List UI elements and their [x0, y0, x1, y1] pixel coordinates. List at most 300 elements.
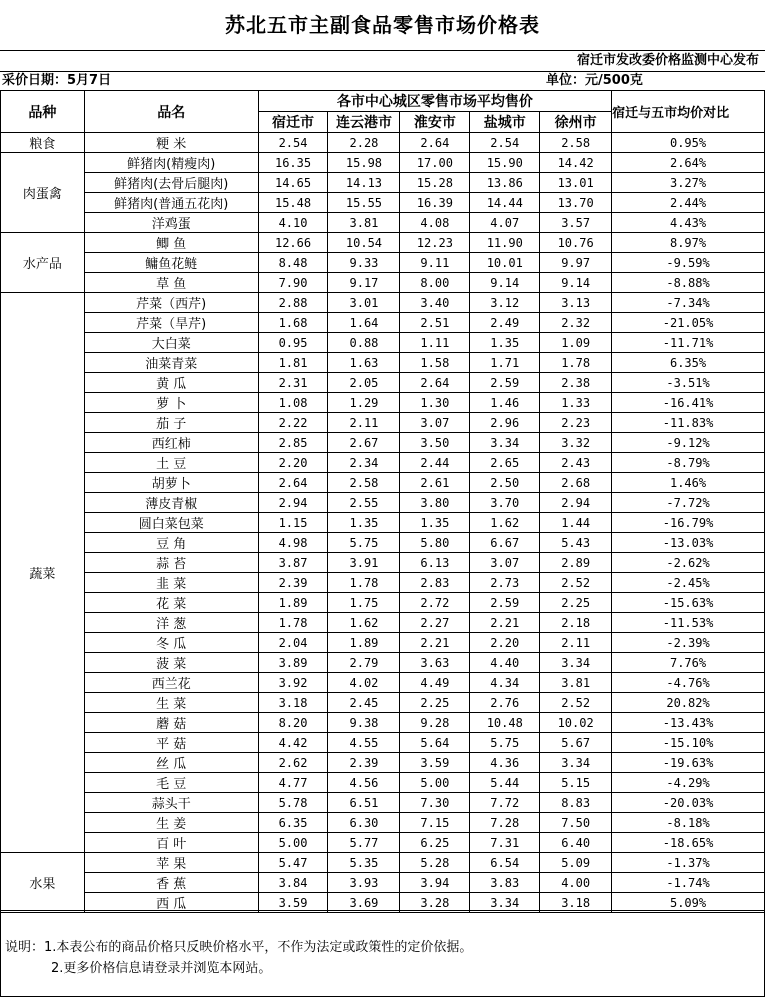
table-row: [1, 233, 765, 253]
price-cell: 6.54: [470, 853, 540, 873]
price-cell: 7.90: [258, 273, 328, 293]
price-cell: 10.01: [470, 253, 540, 273]
price-cell: 6.40: [540, 833, 612, 853]
price-cell: 1.33: [540, 393, 612, 413]
price-cell: 7.72: [470, 793, 540, 813]
price-cell: 3.91: [328, 553, 400, 573]
table-row: [1, 573, 765, 593]
compare-cell: -2.39%: [612, 633, 765, 653]
table-row: [1, 873, 765, 893]
price-cell: 3.01: [328, 293, 400, 313]
price-cell: 4.08: [400, 213, 470, 233]
item-name-cell: 粳 米: [84, 133, 258, 153]
price-cell: 3.34: [540, 753, 612, 773]
compare-cell: -2.62%: [612, 553, 765, 573]
price-cell: 2.59: [470, 593, 540, 613]
price-cell: 1.89: [258, 593, 328, 613]
price-cell: 9.38: [328, 713, 400, 733]
price-cell: 6.35: [258, 813, 328, 833]
price-cell: 1.29: [328, 393, 400, 413]
price-cell: 4.02: [328, 673, 400, 693]
sampling-date: 采价日期：5月7日: [2, 73, 112, 88]
table-row: [1, 453, 765, 473]
item-name-cell: 鲜猪肉(去骨后腿肉): [84, 173, 258, 193]
price-cell: 5.75: [328, 533, 400, 553]
price-cell: 2.11: [328, 413, 400, 433]
price-cell: 5.64: [400, 733, 470, 753]
price-cell: 5.75: [470, 733, 540, 753]
price-cell: 2.55: [328, 493, 400, 513]
price-cell: 3.34: [470, 433, 540, 453]
price-cell: 3.87: [258, 553, 328, 573]
item-name-cell: 蒜 苔: [84, 553, 258, 573]
price-cell: 5.78: [258, 793, 328, 813]
price-cell: 4.77: [258, 773, 328, 793]
item-name-cell: 茄 子: [84, 413, 258, 433]
compare-cell: -8.88%: [612, 273, 765, 293]
price-cell: 2.39: [328, 753, 400, 773]
header-city-huaian: 淮安市: [400, 112, 470, 133]
price-cell: 6.13: [400, 553, 470, 573]
compare-cell: -11.71%: [612, 333, 765, 353]
compare-cell: 20.82%: [612, 693, 765, 713]
price-cell: 6.51: [328, 793, 400, 813]
price-cell: 2.58: [540, 133, 612, 153]
price-cell: 1.35: [328, 513, 400, 533]
price-cell: 3.63: [400, 653, 470, 673]
table-row: [1, 213, 765, 233]
item-name-cell: 菠 菜: [84, 653, 258, 673]
table-row: [1, 773, 765, 793]
price-cell: 5.67: [540, 733, 612, 753]
compare-cell: 4.43%: [612, 213, 765, 233]
price-cell: 3.94: [400, 873, 470, 893]
item-name-cell: 毛 豆: [84, 773, 258, 793]
price-cell: 13.70: [540, 193, 612, 213]
compare-cell: 2.64%: [612, 153, 765, 173]
table-row: [1, 273, 765, 293]
price-cell: 2.89: [540, 553, 612, 573]
price-cell: 16.35: [258, 153, 328, 173]
price-cell: 2.58: [328, 473, 400, 493]
price-cell: 2.52: [540, 693, 612, 713]
item-name-cell: 西红柿: [84, 433, 258, 453]
table-row: [1, 393, 765, 413]
price-cell: 14.44: [470, 193, 540, 213]
header-city-group: 各市中心城区零售市场平均售价: [258, 91, 611, 112]
price-cell: 2.59: [470, 373, 540, 393]
table-row: [1, 133, 765, 153]
compare-cell: -15.63%: [612, 593, 765, 613]
header-compare: 宿迁与五市均价对比: [612, 91, 765, 133]
price-cell: 10.02: [540, 713, 612, 733]
price-cell: 4.00: [540, 873, 612, 893]
table-row: [1, 313, 765, 333]
item-name-cell: 韭 菜: [84, 573, 258, 593]
item-name-cell: 冬 瓜: [84, 633, 258, 653]
table-row: [1, 293, 765, 313]
note-line-1: 说明：1.本表公布的商品价格只反映价格水平，不作为法定或政策性的定价依据。: [5, 940, 473, 955]
price-cell: 1.75: [328, 593, 400, 613]
price-cell: 2.25: [400, 693, 470, 713]
price-cell: 5.43: [540, 533, 612, 553]
compare-cell: -1.74%: [612, 873, 765, 893]
item-name-cell: 大白菜: [84, 333, 258, 353]
compare-cell: 1.46%: [612, 473, 765, 493]
price-cell: 4.07: [470, 213, 540, 233]
item-name-cell: 蒜头干: [84, 793, 258, 813]
item-name-cell: 萝 卜: [84, 393, 258, 413]
compare-cell: -18.65%: [612, 833, 765, 853]
compare-cell: 0.95%: [612, 133, 765, 153]
compare-cell: 5.09%: [612, 893, 765, 913]
item-name-cell: 蘑 菇: [84, 713, 258, 733]
price-cell: 3.34: [540, 653, 612, 673]
table-row: [1, 333, 765, 353]
item-name-cell: 香 蕉: [84, 873, 258, 893]
price-cell: 5.09: [540, 853, 612, 873]
publisher-label: 宿迁市发改委价格监测中心发布: [576, 53, 759, 68]
compare-cell: -19.63%: [612, 753, 765, 773]
price-cell: 2.11: [540, 633, 612, 653]
price-cell: 2.62: [258, 753, 328, 773]
price-table-body: [1, 133, 765, 913]
table-row: [1, 533, 765, 553]
item-name-cell: 土 豆: [84, 453, 258, 473]
price-cell: 15.55: [328, 193, 400, 213]
price-cell: 15.98: [328, 153, 400, 173]
price-cell: 2.64: [258, 473, 328, 493]
item-name-cell: 鳙鱼花鲢: [84, 253, 258, 273]
price-cell: 15.28: [400, 173, 470, 193]
price-cell: 3.93: [328, 873, 400, 893]
table-row: [1, 713, 765, 733]
compare-cell: -9.59%: [612, 253, 765, 273]
table-row: [1, 493, 765, 513]
price-cell: 3.28: [400, 893, 470, 913]
price-cell: 5.77: [328, 833, 400, 853]
table-row: [1, 733, 765, 753]
price-cell: 2.31: [258, 373, 328, 393]
table-row: [1, 693, 765, 713]
price-cell: 9.17: [328, 273, 400, 293]
price-cell: 1.63: [328, 353, 400, 373]
price-cell: 2.54: [258, 133, 328, 153]
item-name-cell: 百 叶: [84, 833, 258, 853]
table-row: [1, 613, 765, 633]
price-cell: 2.52: [540, 573, 612, 593]
compare-cell: -11.83%: [612, 413, 765, 433]
table-row: [1, 513, 765, 533]
price-cell: 9.11: [400, 253, 470, 273]
price-cell: 15.90: [470, 153, 540, 173]
price-cell: 2.83: [400, 573, 470, 593]
table-row: [1, 153, 765, 173]
price-cell: 5.28: [400, 853, 470, 873]
price-cell: 1.89: [328, 633, 400, 653]
item-name-cell: 生 菜: [84, 693, 258, 713]
compare-cell: 8.97%: [612, 233, 765, 253]
price-cell: 8.48: [258, 253, 328, 273]
price-cell: 2.85: [258, 433, 328, 453]
price-cell: 3.34: [470, 893, 540, 913]
price-cell: 3.84: [258, 873, 328, 893]
price-cell: 2.64: [400, 373, 470, 393]
price-cell: 2.54: [470, 133, 540, 153]
compare-cell: -15.10%: [612, 733, 765, 753]
item-name-cell: 黄 瓜: [84, 373, 258, 393]
price-unit: 单位：元/500克: [546, 73, 643, 88]
price-cell: 1.44: [540, 513, 612, 533]
price-cell: 2.64: [400, 133, 470, 153]
price-cell: 2.72: [400, 593, 470, 613]
price-cell: 2.21: [400, 633, 470, 653]
price-cell: 13.01: [540, 173, 612, 193]
price-cell: 4.40: [470, 653, 540, 673]
price-cell: 1.62: [470, 513, 540, 533]
price-cell: 6.30: [328, 813, 400, 833]
price-cell: 1.81: [258, 353, 328, 373]
compare-cell: -4.29%: [612, 773, 765, 793]
price-cell: 11.90: [470, 233, 540, 253]
price-cell: 9.28: [400, 713, 470, 733]
price-cell: 2.22: [258, 413, 328, 433]
price-cell: 5.00: [400, 773, 470, 793]
table-row: [1, 173, 765, 193]
price-cell: 2.51: [400, 313, 470, 333]
price-cell: 17.00: [400, 153, 470, 173]
table-row: [1, 593, 765, 613]
price-cell: 7.28: [470, 813, 540, 833]
compare-cell: 6.35%: [612, 353, 765, 373]
item-name-cell: 生 姜: [84, 813, 258, 833]
item-name-cell: 洋鸡蛋: [84, 213, 258, 233]
price-cell: 1.64: [328, 313, 400, 333]
item-name-cell: 圆白菜包菜: [84, 513, 258, 533]
note-line-2: 2.更多价格信息请登录并浏览本网站。: [51, 961, 272, 976]
item-name-cell: 鲜猪肉(精瘦肉): [84, 153, 258, 173]
price-cell: 2.38: [540, 373, 612, 393]
compare-cell: -21.05%: [612, 313, 765, 333]
header-category: 品种: [1, 91, 85, 133]
price-cell: 12.23: [400, 233, 470, 253]
price-cell: 1.35: [470, 333, 540, 353]
price-table: [0, 90, 765, 913]
price-cell: 8.20: [258, 713, 328, 733]
item-name-cell: 平 菇: [84, 733, 258, 753]
price-cell: 1.78: [540, 353, 612, 373]
price-cell: 2.61: [400, 473, 470, 493]
table-row: [1, 553, 765, 573]
category-cell: 水产品: [1, 233, 85, 293]
price-cell: 2.65: [470, 453, 540, 473]
price-cell: 1.58: [400, 353, 470, 373]
price-cell: 0.95: [258, 333, 328, 353]
price-cell: 8.00: [400, 273, 470, 293]
price-cell: 3.50: [400, 433, 470, 453]
item-name-cell: 洋 葱: [84, 613, 258, 633]
price-cell: 2.20: [470, 633, 540, 653]
price-cell: 14.13: [328, 173, 400, 193]
item-name-cell: 草 鱼: [84, 273, 258, 293]
price-cell: 5.35: [328, 853, 400, 873]
price-cell: 0.88: [328, 333, 400, 353]
header-city-suqian: 宿迁市: [258, 112, 328, 133]
price-cell: 3.70: [470, 493, 540, 513]
price-cell: 2.94: [540, 493, 612, 513]
item-name-cell: 油菜青菜: [84, 353, 258, 373]
price-cell: 7.30: [400, 793, 470, 813]
table-row: [1, 473, 765, 493]
price-cell: 1.71: [470, 353, 540, 373]
item-name-cell: 芹菜（旱芹): [84, 313, 258, 333]
category-cell: 水果: [1, 853, 85, 913]
price-cell: 3.57: [540, 213, 612, 233]
compare-cell: -1.37%: [612, 853, 765, 873]
price-cell: 3.13: [540, 293, 612, 313]
table-row: [1, 793, 765, 813]
table-row: [1, 193, 765, 213]
price-cell: 3.81: [540, 673, 612, 693]
price-cell: 2.73: [470, 573, 540, 593]
compare-cell: -9.12%: [612, 433, 765, 453]
price-cell: 9.33: [328, 253, 400, 273]
price-cell: 4.55: [328, 733, 400, 753]
price-cell: 1.78: [258, 613, 328, 633]
price-cell: 3.32: [540, 433, 612, 453]
price-cell: 9.14: [470, 273, 540, 293]
compare-cell: -4.76%: [612, 673, 765, 693]
price-cell: 3.07: [400, 413, 470, 433]
price-cell: 2.45: [328, 693, 400, 713]
table-row: [1, 673, 765, 693]
price-cell: 1.68: [258, 313, 328, 333]
price-cell: 3.89: [258, 653, 328, 673]
price-cell: 2.94: [258, 493, 328, 513]
price-cell: 2.21: [470, 613, 540, 633]
compare-cell: -8.18%: [612, 813, 765, 833]
price-cell: 4.36: [470, 753, 540, 773]
price-cell: 6.67: [470, 533, 540, 553]
price-cell: 4.98: [258, 533, 328, 553]
item-name-cell: 西兰花: [84, 673, 258, 693]
price-cell: 2.23: [540, 413, 612, 433]
compare-cell: 2.44%: [612, 193, 765, 213]
compare-cell: -3.51%: [612, 373, 765, 393]
compare-cell: -13.43%: [612, 713, 765, 733]
item-name-cell: 苹 果: [84, 853, 258, 873]
compare-cell: -16.41%: [612, 393, 765, 413]
item-name-cell: 胡萝卜: [84, 473, 258, 493]
category-cell: 肉蛋禽: [1, 153, 85, 233]
price-cell: 2.34: [328, 453, 400, 473]
price-cell: 1.62: [328, 613, 400, 633]
header-name: 品名: [84, 91, 258, 133]
price-cell: 10.54: [328, 233, 400, 253]
price-cell: 4.49: [400, 673, 470, 693]
table-row: [1, 853, 765, 873]
price-cell: 5.00: [258, 833, 328, 853]
price-cell: 16.39: [400, 193, 470, 213]
price-cell: 3.07: [470, 553, 540, 573]
price-cell: 3.81: [328, 213, 400, 233]
price-cell: 7.31: [470, 833, 540, 853]
price-cell: 1.08: [258, 393, 328, 413]
header-city-lianyungang: 连云港市: [328, 112, 400, 133]
price-cell: 2.20: [258, 453, 328, 473]
price-cell: 4.56: [328, 773, 400, 793]
table-row: [1, 373, 765, 393]
price-cell: 4.34: [470, 673, 540, 693]
price-cell: 2.44: [400, 453, 470, 473]
price-cell: 4.42: [258, 733, 328, 753]
price-cell: 1.35: [400, 513, 470, 533]
price-cell: 2.49: [470, 313, 540, 333]
item-name-cell: 西 瓜: [84, 893, 258, 913]
compare-cell: 3.27%: [612, 173, 765, 193]
price-cell: 6.25: [400, 833, 470, 853]
publisher-divider: [0, 71, 765, 72]
price-cell: 3.12: [470, 293, 540, 313]
price-cell: 5.47: [258, 853, 328, 873]
category-cell: 粮食: [1, 133, 85, 153]
price-cell: 2.27: [400, 613, 470, 633]
price-cell: 2.04: [258, 633, 328, 653]
price-cell: 7.50: [540, 813, 612, 833]
table-row: [1, 353, 765, 373]
table-row: [1, 633, 765, 653]
price-cell: 2.18: [540, 613, 612, 633]
item-name-cell: 薄皮青椒: [84, 493, 258, 513]
price-cell: 3.18: [258, 693, 328, 713]
price-cell: 1.46: [470, 393, 540, 413]
notes-box: [0, 910, 765, 997]
page-title: 苏北五市主副食品零售市场价格表: [225, 13, 540, 37]
item-name-cell: 豆 角: [84, 533, 258, 553]
price-cell: 3.92: [258, 673, 328, 693]
table-row: [1, 813, 765, 833]
price-cell: 3.80: [400, 493, 470, 513]
price-cell: 2.79: [328, 653, 400, 673]
item-name-cell: 丝 瓜: [84, 753, 258, 773]
price-cell: 2.68: [540, 473, 612, 493]
price-cell: 3.18: [540, 893, 612, 913]
price-cell: 14.42: [540, 153, 612, 173]
price-cell: 5.44: [470, 773, 540, 793]
price-cell: 13.86: [470, 173, 540, 193]
price-cell: 1.78: [328, 573, 400, 593]
price-cell: 1.15: [258, 513, 328, 533]
header-city-yancheng: 盐城市: [470, 112, 540, 133]
price-cell: 2.25: [540, 593, 612, 613]
price-cell: 1.11: [400, 333, 470, 353]
table-row: [1, 433, 765, 453]
compare-cell: -7.34%: [612, 293, 765, 313]
compare-cell: -2.45%: [612, 573, 765, 593]
price-cell: 12.66: [258, 233, 328, 253]
compare-cell: 7.76%: [612, 653, 765, 673]
price-cell: 10.48: [470, 713, 540, 733]
price-cell: 14.65: [258, 173, 328, 193]
item-name-cell: 鲜猪肉(普通五花肉): [84, 193, 258, 213]
table-row: [1, 653, 765, 673]
price-cell: 4.10: [258, 213, 328, 233]
price-cell: 2.88: [258, 293, 328, 313]
price-cell: 9.14: [540, 273, 612, 293]
price-cell: 2.43: [540, 453, 612, 473]
price-cell: 2.67: [328, 433, 400, 453]
price-cell: 15.48: [258, 193, 328, 213]
